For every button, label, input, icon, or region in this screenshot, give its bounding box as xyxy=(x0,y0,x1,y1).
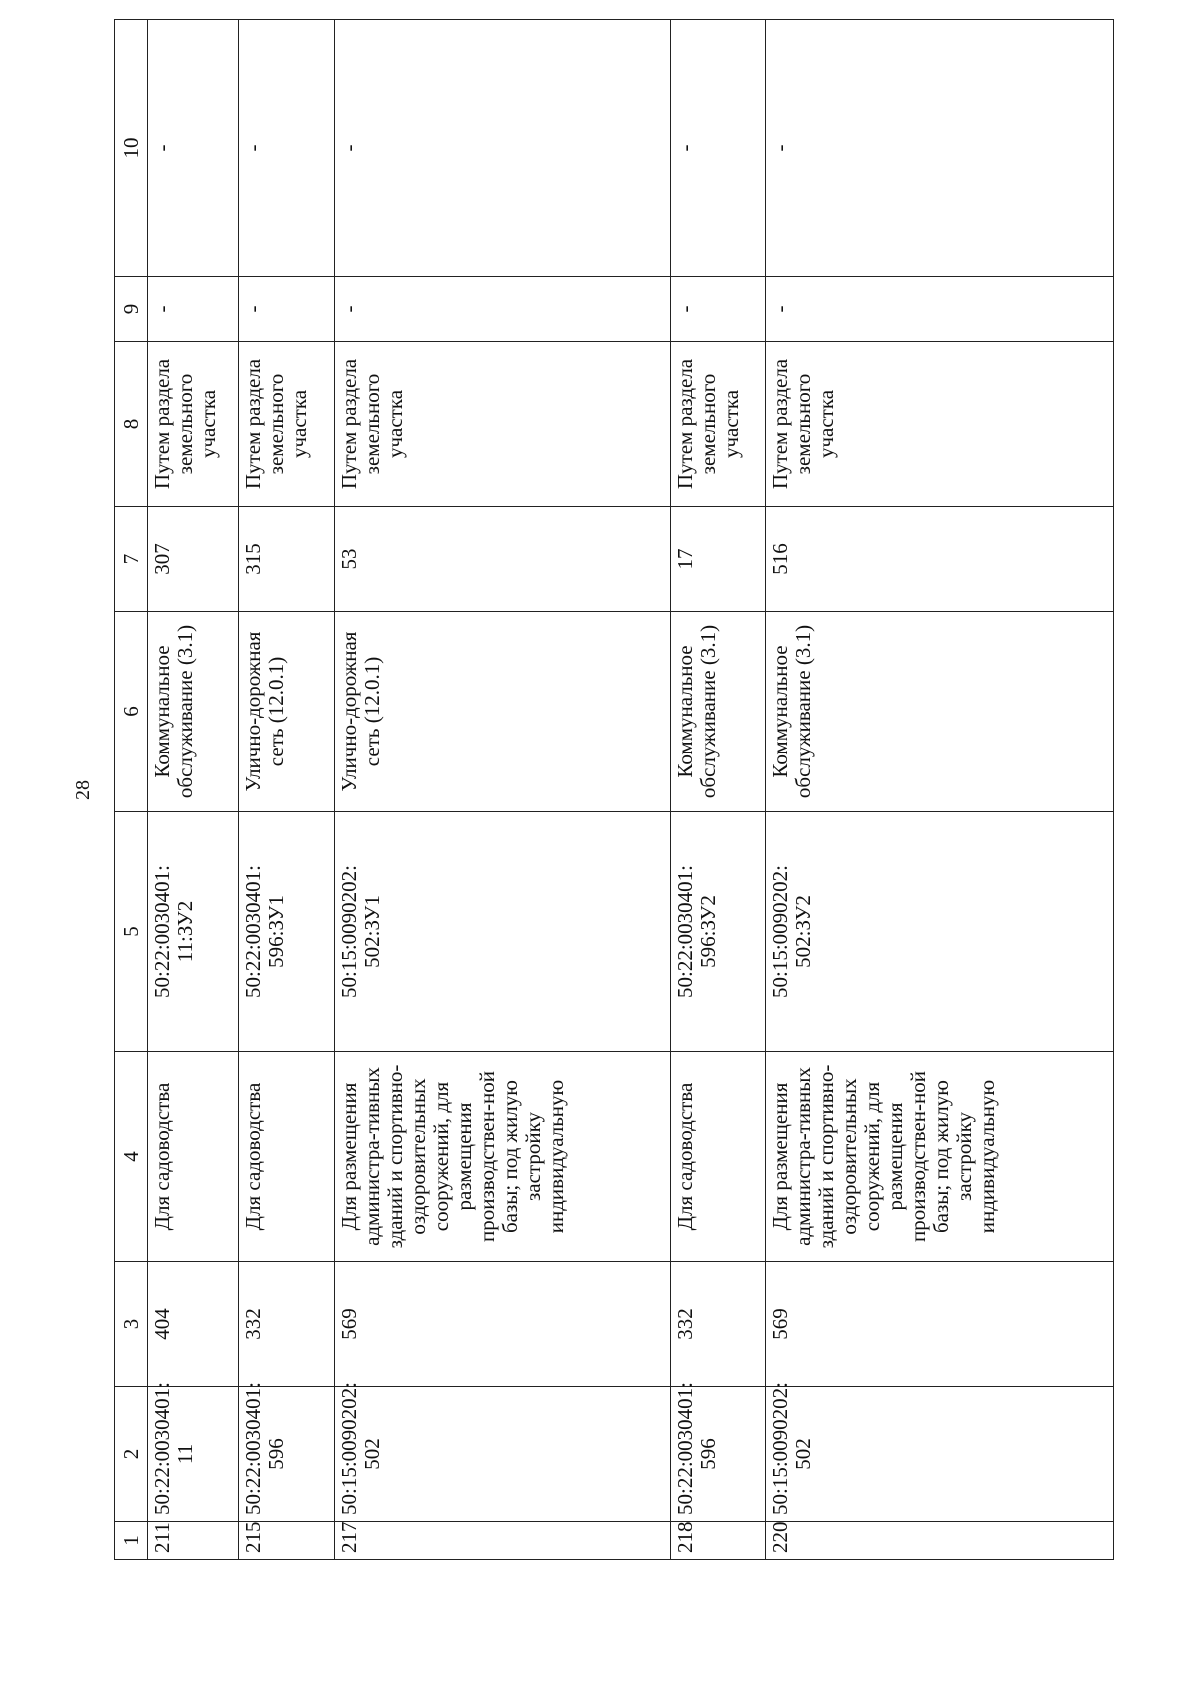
cell-col-7: 17 xyxy=(670,507,766,612)
cell-col-8: Путем раздела земельного участка xyxy=(670,342,766,507)
cell-col-1: 211 xyxy=(148,1522,239,1560)
cell-col-2: 50:22:0030401: 596 xyxy=(670,1387,766,1522)
cell-col-4: Для размещения администра-тивных зданий и спортивно-оздоровительных сооружений, для размещения производствен-ной базы; под жилую застройку индивидуальную xyxy=(334,1052,670,1262)
cell-col-1: 220 xyxy=(766,1522,1114,1560)
table-row xyxy=(670,20,766,1560)
cell-col-6: Коммунальное обслуживание (3.1) xyxy=(670,612,766,812)
col-header-3: 3 xyxy=(115,1262,148,1387)
header-row xyxy=(115,20,148,1560)
cell-col-7: 53 xyxy=(334,507,670,612)
cell-col-6: Коммунальное обслуживание (3.1) xyxy=(148,612,239,812)
cell-col-1: 217 xyxy=(334,1522,670,1560)
cell-col-8: Путем раздела земельного участка xyxy=(766,342,1114,507)
cell-col-10: - xyxy=(670,20,766,277)
table-row xyxy=(239,20,335,1560)
col-header-9: 9 xyxy=(115,277,148,342)
cell-col-3: 332 xyxy=(239,1262,335,1387)
cell-col-7: 307 xyxy=(148,507,239,612)
cell-col-1: 215 xyxy=(239,1522,335,1560)
cell-col-3: 404 xyxy=(148,1262,239,1387)
cell-col-5: 50:22:0030401: 596:ЗУ2 xyxy=(670,812,766,1052)
cell-col-5: 50:15:0090202: 502:ЗУ1 xyxy=(334,812,670,1052)
cell-col-5: 50:22:0030401: 596:ЗУ1 xyxy=(239,812,335,1052)
cell-col-10: - xyxy=(148,20,239,277)
cell-col-5: 50:15:0090202: 502:ЗУ2 xyxy=(766,812,1114,1052)
col-header-4: 4 xyxy=(115,1052,148,1262)
cell-col-4: Для садоводства xyxy=(239,1052,335,1262)
col-header-8: 8 xyxy=(115,342,148,507)
cell-col-8: Путем раздела земельного участка xyxy=(148,342,239,507)
col-header-6: 6 xyxy=(115,612,148,812)
col-header-1: 1 xyxy=(115,1522,148,1560)
cell-col-2: 50:22:0030401: 11 xyxy=(148,1387,239,1522)
cell-col-9: - xyxy=(670,277,766,342)
cell-col-7: 315 xyxy=(239,507,335,612)
col-header-5: 5 xyxy=(115,812,148,1052)
cell-col-8: Путем раздела земельного участка xyxy=(239,342,335,507)
page-number: 28 xyxy=(72,780,94,800)
cell-col-2: 50:22:0030401: 596 xyxy=(239,1387,335,1522)
col-header-7: 7 xyxy=(115,507,148,612)
cell-col-8: Путем раздела земельного участка xyxy=(334,342,670,507)
cell-col-6: Коммунальное обслуживание (3.1) xyxy=(766,612,1114,812)
table-row xyxy=(766,20,1114,1560)
col-header-2: 2 xyxy=(115,1387,148,1522)
cell-col-2: 50:15:0090202: 502 xyxy=(766,1387,1114,1522)
table-row xyxy=(148,20,239,1560)
cell-col-7: 516 xyxy=(766,507,1114,612)
table-row xyxy=(334,20,670,1560)
cell-col-9: - xyxy=(766,277,1114,342)
cell-col-4: Для садоводства xyxy=(670,1052,766,1262)
land-plots-table xyxy=(114,19,1114,1560)
cell-col-10: - xyxy=(334,20,670,277)
cell-col-6: Улично-дорожная сеть (12.0.1) xyxy=(239,612,335,812)
cell-col-10: - xyxy=(239,20,335,277)
cell-col-4: Для размещения администра-тивных зданий и спортивно-оздоровительных сооружений, для размещения производствен-ной базы; под жилую застройку индивидуальную xyxy=(766,1052,1114,1262)
cell-col-6: Улично-дорожная сеть (12.0.1) xyxy=(334,612,670,812)
col-header-10: 10 xyxy=(115,20,148,277)
cell-col-1: 218 xyxy=(670,1522,766,1560)
rotated-table-wrapper xyxy=(114,20,1114,1560)
cell-col-2: 50:15:0090202: 502 xyxy=(334,1387,670,1522)
cell-col-10: - xyxy=(766,20,1114,277)
cell-col-9: - xyxy=(148,277,239,342)
cell-col-9: - xyxy=(334,277,670,342)
cell-col-3: 332 xyxy=(670,1262,766,1387)
cell-col-3: 569 xyxy=(766,1262,1114,1387)
cell-col-9: - xyxy=(239,277,335,342)
cell-col-5: 50:22:0030401: 11:ЗУ2 xyxy=(148,812,239,1052)
cell-col-4: Для садоводства xyxy=(148,1052,239,1262)
cell-col-3: 569 xyxy=(334,1262,670,1387)
